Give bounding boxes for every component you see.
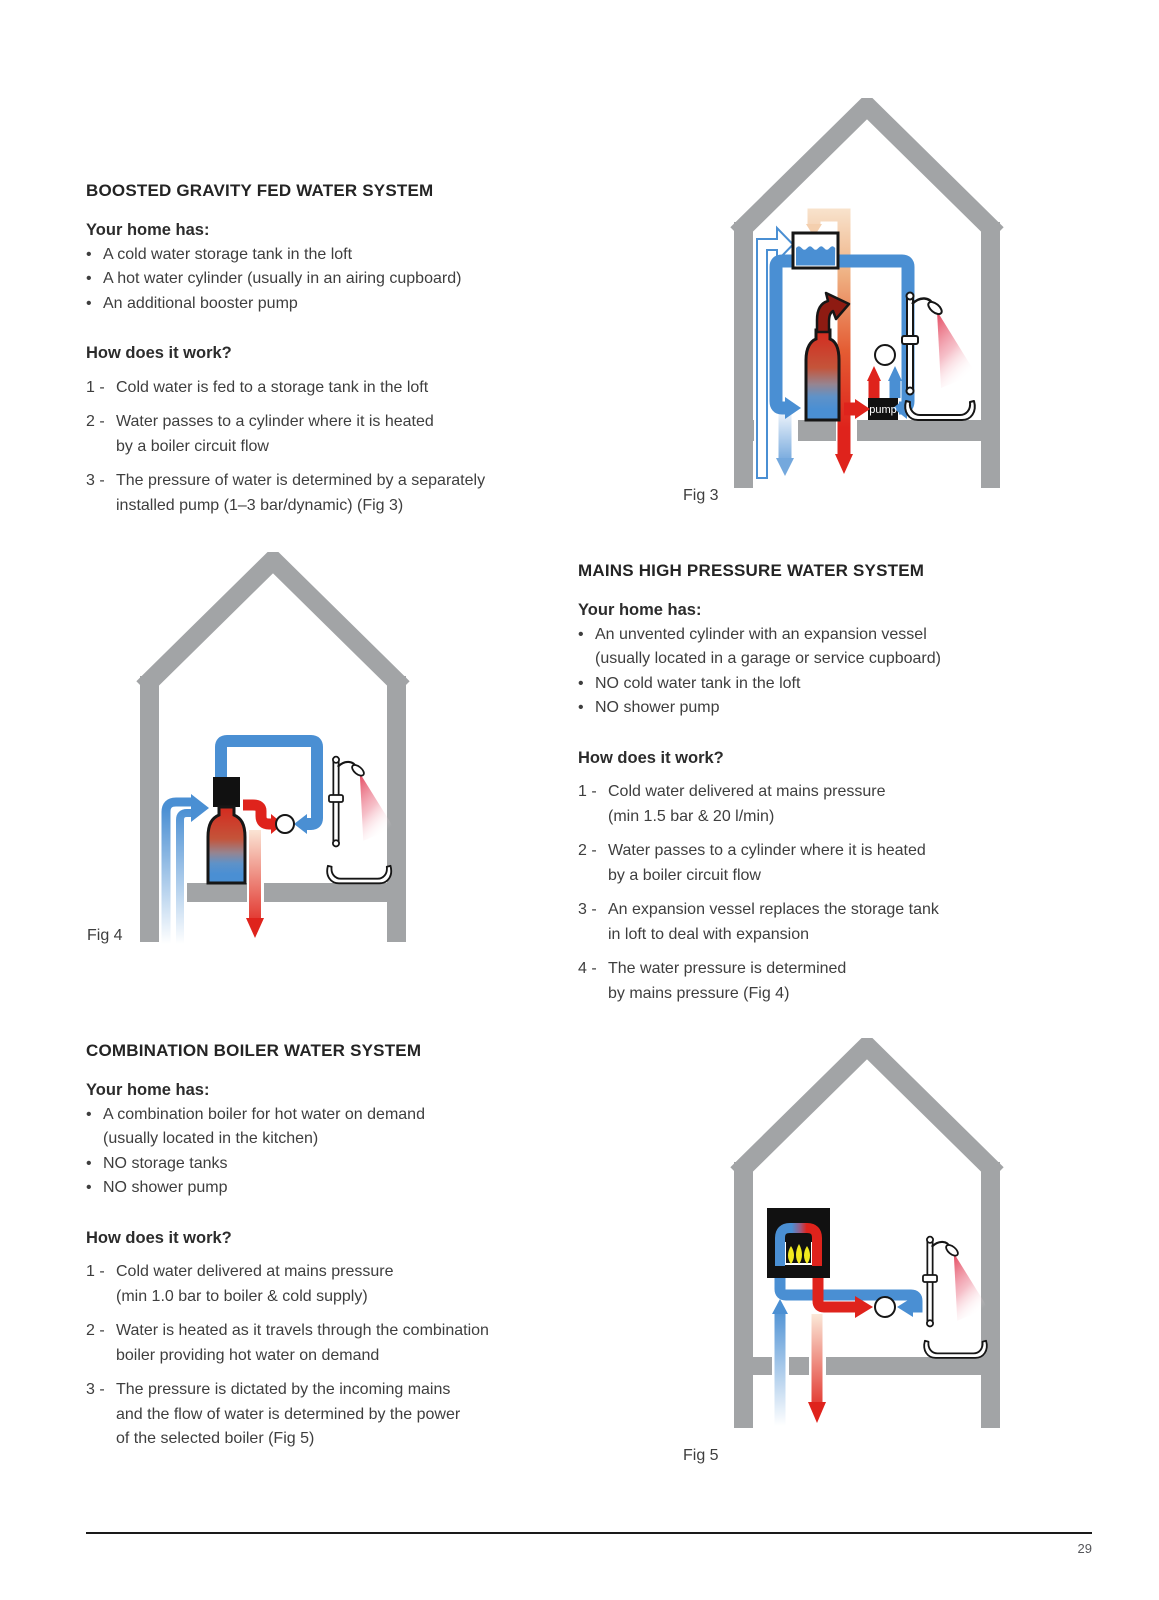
expansion-vessel (213, 777, 240, 807)
step-item: 4 - The water pressure is determined by mains pressure (Fig 4) (578, 960, 847, 1002)
fig5-combination-boiler-diagram (727, 1038, 1007, 1438)
fig3-caption: Fig 3 (683, 487, 719, 504)
home-has-list (86, 243, 576, 317)
valve-circle (875, 1297, 895, 1317)
list-item: • A hot water cylinder (usually in an airing cupboard) (86, 267, 576, 292)
shower-icon (329, 757, 394, 847)
step-item: 1 - Cold water delivered at mains pressure (min 1.0 bar to boiler & cold supply) (86, 1263, 394, 1305)
unvented-cylinder (208, 807, 245, 883)
home-has-label: Your home has: (86, 1081, 210, 1099)
shower-icon (902, 293, 976, 395)
list-item: • NO cold water tank in the loft (578, 672, 1018, 697)
step-item: 3 - The pressure is dictated by the incoming mains and the flow of water is determined by the power of the selected boiler (Fig 5) (86, 1381, 461, 1447)
list-item: • An unvented cylinder with an expansion vessel (usually located in a garage or service cupboard) (578, 623, 1018, 672)
list-item: • An additional booster pump (86, 292, 576, 317)
how-it-works-label: How does it work? (578, 748, 724, 767)
list-item: • NO shower pump (578, 696, 1018, 721)
floor-slab (159, 883, 387, 902)
section-combination-boiler (86, 1040, 576, 1452)
section-mains-high-pressure (578, 560, 1018, 1006)
step-item: 2 - Water is heated as it travels through the combination boiler providing hot water on demand (86, 1322, 489, 1364)
section-boosted-gravity (86, 180, 576, 518)
mains-inlet-pipes (166, 794, 209, 944)
footer-rule (86, 1532, 1092, 1534)
home-has-list (86, 1103, 576, 1201)
valve-circle (276, 815, 294, 833)
flame-icon (788, 1244, 810, 1264)
home-has-label: Your home has: (578, 601, 702, 619)
fig3-boosted-gravity-diagram (727, 98, 1007, 498)
bathtub-icon (905, 401, 975, 420)
step-item: 1 - Cold water is fed to a storage tank in the loft (86, 378, 429, 396)
list-item: • NO storage tanks (86, 1152, 576, 1177)
pump-out-arrows (867, 366, 902, 398)
section-heading: COMBINATION BOILER WATER SYSTEM (86, 1041, 422, 1060)
step-item: 2 - Water passes to a cylinder where it is heated by a boiler circuit flow (86, 413, 434, 455)
page-number: 29 (1077, 1541, 1092, 1556)
home-has-label: Your home has: (86, 221, 210, 239)
pump-label: pump (869, 404, 897, 416)
step-item: 3 - The pressure of water is determined by a separately installed pump (1–3 bar/dynamic) (Fig 3) (86, 472, 486, 514)
step-item: 1 - Cold water delivered at mains pressure (min 1.5 bar & 20 l/min) (578, 783, 886, 825)
fig4-mains-pressure-diagram (133, 552, 413, 952)
fig5-caption: Fig 5 (683, 1447, 719, 1464)
step-item: 2 - Water passes to a cylinder where it is heated by a boiler circuit flow (578, 842, 926, 884)
combination-boiler (767, 1208, 830, 1278)
list-item: • NO shower pump (86, 1176, 576, 1201)
cold-down-arrow (776, 414, 794, 476)
fig4-caption: Fig 4 (87, 927, 123, 944)
valve-circle (875, 345, 895, 365)
shower-icon (923, 1237, 988, 1327)
cold-water-tank (793, 233, 838, 268)
section-heading: MAINS HIGH PRESSURE WATER SYSTEM (578, 561, 925, 580)
list-item: • A cold water storage tank in the loft (86, 243, 576, 268)
section-heading: BOOSTED GRAVITY FED WATER SYSTEM (86, 181, 434, 200)
home-has-list (578, 623, 1018, 721)
how-it-works-label: How does it work? (86, 344, 232, 362)
bathtub-icon (924, 1341, 987, 1358)
how-it-works-label: How does it work? (86, 1228, 232, 1247)
step-item: 3 - An expansion vessel replaces the storage tank in loft to deal with expansion (578, 901, 939, 943)
bathtub-icon (327, 866, 391, 883)
list-item: • A combination boiler for hot water on demand (usually located in the kitchen) (86, 1103, 576, 1152)
